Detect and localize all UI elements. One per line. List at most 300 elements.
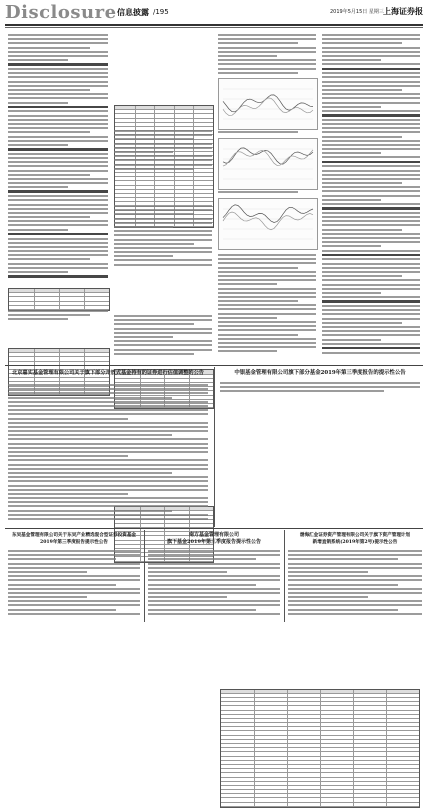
text-line bbox=[8, 571, 87, 573]
chart-series-line bbox=[223, 95, 313, 112]
text-line bbox=[322, 229, 402, 231]
text-line bbox=[8, 144, 68, 146]
bottom-right-title-1: 渤海汇金证券资产管理有限公司关于旗下资产管理计划 bbox=[299, 533, 411, 538]
text-line bbox=[218, 313, 316, 315]
text-line bbox=[8, 182, 108, 184]
text-line bbox=[322, 106, 381, 108]
notice-divider-bottom bbox=[5, 528, 423, 529]
text-column-2c bbox=[114, 315, 212, 357]
text-line bbox=[114, 239, 212, 241]
text-line bbox=[288, 609, 398, 611]
text-line bbox=[218, 296, 316, 298]
text-line bbox=[322, 38, 420, 40]
text-line bbox=[114, 159, 212, 161]
text-line bbox=[8, 409, 208, 411]
text-line bbox=[218, 271, 316, 273]
text-line bbox=[8, 575, 140, 577]
text-line bbox=[148, 604, 280, 606]
line-chart-3 bbox=[218, 198, 318, 250]
text-line bbox=[114, 344, 212, 346]
text-line bbox=[8, 418, 128, 420]
table-column-rule bbox=[84, 289, 85, 310]
table-column-rule bbox=[287, 690, 288, 807]
text-line bbox=[322, 275, 402, 277]
text-line bbox=[8, 55, 108, 57]
page-number: /195 bbox=[153, 8, 169, 16]
chart-series-line bbox=[223, 148, 313, 164]
text-line bbox=[322, 119, 420, 121]
text-line bbox=[8, 93, 108, 95]
bottom-mid-title-2: 旗下基金2019年第三季度报告提示性公告 bbox=[167, 539, 261, 545]
chart-caption-2 bbox=[218, 191, 316, 195]
text-line bbox=[218, 325, 316, 327]
text-line bbox=[114, 213, 194, 215]
text-line bbox=[8, 459, 208, 461]
text-line bbox=[8, 405, 208, 407]
text-line bbox=[114, 247, 212, 249]
text-line bbox=[322, 55, 420, 57]
text-line bbox=[322, 47, 420, 49]
table-column-rule bbox=[320, 690, 321, 807]
text-line bbox=[288, 558, 398, 560]
text-line bbox=[8, 216, 90, 218]
text-line bbox=[218, 321, 316, 323]
notice-divider-top bbox=[5, 365, 423, 366]
text-line bbox=[8, 127, 108, 129]
text-line bbox=[8, 271, 68, 273]
text-line bbox=[322, 224, 420, 226]
text-line bbox=[8, 447, 208, 449]
text-line bbox=[8, 563, 140, 565]
text-line bbox=[218, 42, 298, 44]
text-line bbox=[322, 220, 420, 222]
text-line bbox=[322, 347, 420, 350]
text-line bbox=[8, 318, 68, 320]
text-line bbox=[8, 493, 128, 495]
text-line bbox=[322, 343, 420, 345]
text-line bbox=[218, 308, 316, 310]
text-line bbox=[8, 584, 116, 586]
notice-body-left bbox=[8, 384, 208, 522]
text-line bbox=[322, 161, 420, 164]
text-line bbox=[148, 584, 256, 586]
text-line bbox=[8, 430, 208, 432]
bottom-left-title-1: 东吴基金管理有限公司关于东吴产业精选混合型证券投资基金 bbox=[11, 533, 137, 538]
text-line bbox=[322, 203, 420, 205]
text-line bbox=[8, 567, 140, 569]
text-line bbox=[322, 123, 420, 125]
text-line bbox=[288, 550, 422, 552]
text-line bbox=[322, 59, 381, 61]
text-line bbox=[218, 38, 316, 40]
text-line bbox=[8, 208, 108, 210]
text-line bbox=[218, 334, 298, 336]
text-line bbox=[8, 254, 108, 256]
text-line bbox=[8, 161, 108, 163]
text-line bbox=[114, 319, 212, 321]
text-line bbox=[8, 102, 68, 104]
text-column-2 bbox=[114, 130, 212, 172]
text-line bbox=[8, 518, 208, 520]
text-line bbox=[218, 51, 316, 53]
text-line bbox=[322, 326, 420, 328]
text-line bbox=[8, 195, 108, 197]
text-line bbox=[8, 438, 208, 440]
text-line bbox=[288, 575, 422, 577]
text-line bbox=[322, 42, 402, 44]
text-line bbox=[218, 342, 316, 344]
text-line bbox=[114, 218, 212, 220]
text-line bbox=[8, 140, 108, 142]
text-line bbox=[148, 613, 280, 615]
text-line bbox=[114, 134, 212, 136]
text-line bbox=[322, 250, 420, 252]
text-line bbox=[322, 136, 402, 138]
table-column-rule bbox=[353, 690, 354, 807]
text-line bbox=[218, 59, 316, 61]
text-line bbox=[288, 592, 422, 594]
text-line bbox=[8, 85, 108, 87]
notice-body-right bbox=[220, 382, 420, 395]
text-line bbox=[114, 323, 194, 325]
text-line bbox=[114, 222, 212, 224]
text-line bbox=[8, 401, 208, 403]
text-line bbox=[220, 390, 384, 392]
text-line bbox=[8, 233, 108, 236]
text-line bbox=[8, 422, 208, 424]
text-line bbox=[8, 174, 90, 176]
text-line bbox=[8, 443, 208, 445]
text-line bbox=[8, 72, 108, 74]
text-line bbox=[8, 604, 140, 606]
text-line bbox=[322, 322, 402, 324]
text-line bbox=[114, 130, 212, 132]
text-line bbox=[8, 485, 208, 487]
text-line bbox=[8, 190, 108, 193]
text-line bbox=[114, 151, 173, 153]
text-line bbox=[114, 234, 212, 236]
text-line bbox=[322, 63, 420, 65]
text-line bbox=[8, 434, 172, 436]
text-line bbox=[218, 275, 316, 277]
text-line bbox=[8, 123, 108, 125]
text-line bbox=[148, 563, 280, 565]
text-line bbox=[8, 178, 108, 180]
header-rule-thin bbox=[5, 27, 423, 28]
text-line bbox=[8, 468, 208, 470]
text-line bbox=[8, 455, 128, 457]
text-line bbox=[114, 332, 212, 334]
text-line bbox=[8, 558, 116, 560]
notice-title-right: 中银基金管理有限公司旗下部分基金2019年第三季度报告的提示性公告 bbox=[234, 370, 406, 376]
text-line bbox=[8, 170, 108, 172]
text-line bbox=[218, 292, 316, 294]
text-line bbox=[218, 72, 298, 74]
text-line bbox=[114, 315, 212, 317]
text-line bbox=[218, 55, 277, 57]
text-line bbox=[322, 152, 381, 154]
text-line bbox=[148, 567, 280, 569]
chart-caption-1 bbox=[218, 131, 316, 135]
text-line bbox=[322, 237, 420, 239]
text-line bbox=[8, 588, 140, 590]
text-line bbox=[8, 397, 172, 399]
text-line bbox=[288, 604, 422, 606]
text-line bbox=[218, 288, 316, 290]
text-column-4 bbox=[322, 34, 420, 356]
text-line bbox=[8, 250, 108, 252]
text-line bbox=[114, 226, 173, 228]
text-line bbox=[322, 195, 420, 197]
text-line bbox=[322, 339, 381, 341]
text-line bbox=[114, 328, 212, 330]
text-line bbox=[114, 143, 212, 145]
chart-series-line bbox=[223, 205, 313, 223]
table-column-rule bbox=[386, 690, 387, 807]
text-line bbox=[8, 106, 108, 109]
text-line bbox=[8, 464, 208, 466]
text-line bbox=[322, 271, 420, 273]
bottom-right-title-2: 新增直销系统(2019年第2号)提示性公告 bbox=[312, 540, 398, 545]
text-line bbox=[8, 510, 172, 512]
text-line bbox=[322, 131, 420, 133]
text-line bbox=[8, 592, 140, 594]
bottom-mid-title-1: 南方基金管理有限公司 bbox=[188, 532, 239, 538]
text-line bbox=[322, 267, 420, 269]
text-line bbox=[322, 254, 420, 257]
text-line bbox=[8, 42, 108, 44]
text-line bbox=[148, 558, 256, 560]
text-line bbox=[322, 51, 420, 53]
text-line bbox=[322, 140, 420, 142]
text-line bbox=[8, 596, 87, 598]
text-line bbox=[322, 309, 420, 311]
text-line bbox=[322, 241, 420, 243]
notice-title-left: 北京嘉实基金管理有限公司关于旗下部分开放式基金持有的证券进行估值调整的公告 bbox=[12, 370, 204, 376]
text-line bbox=[8, 199, 108, 201]
text-line bbox=[288, 567, 422, 569]
text-line bbox=[8, 310, 108, 312]
text-line bbox=[8, 609, 116, 611]
text-line bbox=[218, 350, 277, 352]
text-line bbox=[288, 596, 368, 598]
line-chart-1 bbox=[218, 78, 318, 130]
text-line bbox=[114, 209, 212, 211]
text-line bbox=[148, 550, 280, 552]
text-line bbox=[218, 63, 316, 65]
text-line bbox=[8, 451, 208, 453]
text-line bbox=[8, 246, 108, 248]
text-line bbox=[322, 93, 420, 95]
text-line bbox=[8, 426, 208, 428]
text-line bbox=[8, 157, 108, 159]
bottom-right-body bbox=[288, 550, 422, 617]
text-line bbox=[8, 258, 90, 260]
text-line bbox=[322, 170, 420, 172]
text-line bbox=[8, 267, 108, 269]
header-rule bbox=[5, 24, 423, 26]
text-line bbox=[8, 59, 68, 61]
masthead: Disclosure bbox=[5, 2, 117, 23]
text-line bbox=[322, 352, 420, 354]
text-line bbox=[322, 216, 420, 218]
text-line bbox=[8, 501, 208, 503]
text-line bbox=[322, 199, 381, 201]
text-line bbox=[218, 304, 316, 306]
text-line bbox=[8, 81, 108, 83]
text-line bbox=[114, 147, 212, 149]
text-line bbox=[148, 571, 227, 573]
text-line bbox=[114, 243, 194, 245]
text-line bbox=[288, 563, 422, 565]
text-line bbox=[8, 392, 208, 394]
text-line bbox=[218, 300, 298, 302]
text-line bbox=[322, 81, 420, 83]
bottom-divider-1 bbox=[144, 530, 145, 622]
text-line bbox=[322, 148, 420, 150]
table-column-rule bbox=[59, 289, 60, 310]
text-line bbox=[322, 186, 420, 188]
text-line bbox=[8, 119, 108, 121]
text-line bbox=[8, 110, 108, 112]
text-line bbox=[148, 575, 280, 577]
text-line bbox=[322, 68, 420, 71]
text-line bbox=[288, 579, 422, 581]
text-line bbox=[8, 153, 108, 155]
text-line bbox=[114, 255, 173, 257]
text-line bbox=[218, 329, 316, 331]
text-line bbox=[220, 386, 420, 388]
text-line bbox=[8, 476, 208, 478]
text-line bbox=[8, 514, 208, 516]
text-line bbox=[322, 114, 420, 117]
text-line bbox=[8, 497, 208, 499]
text-line bbox=[322, 279, 420, 281]
text-line bbox=[218, 346, 316, 348]
text-line bbox=[322, 296, 420, 298]
text-line bbox=[322, 318, 420, 320]
text-line bbox=[322, 72, 420, 74]
text-line bbox=[322, 85, 420, 87]
text-line bbox=[148, 592, 280, 594]
text-line bbox=[148, 579, 280, 581]
text-line bbox=[322, 313, 420, 315]
text-line bbox=[8, 47, 90, 49]
text-line bbox=[288, 613, 422, 615]
text-line bbox=[114, 264, 212, 266]
text-line bbox=[8, 413, 208, 415]
text-line bbox=[322, 174, 420, 176]
issue-date: 2019年5月15日 星期三 bbox=[330, 9, 384, 15]
text-line bbox=[8, 242, 108, 244]
text-line bbox=[218, 262, 316, 264]
text-line bbox=[8, 68, 108, 70]
table-column-rule bbox=[254, 690, 255, 807]
text-line bbox=[8, 51, 108, 53]
text-column-3b bbox=[218, 254, 316, 355]
text-column-2b bbox=[114, 205, 212, 268]
text-line bbox=[114, 138, 194, 140]
table-col1-a bbox=[8, 288, 110, 311]
text-line bbox=[114, 336, 173, 338]
text-line bbox=[322, 233, 420, 235]
text-line bbox=[8, 600, 140, 602]
text-line bbox=[322, 89, 402, 91]
text-line bbox=[218, 34, 316, 36]
text-line bbox=[322, 245, 381, 247]
text-line bbox=[218, 258, 316, 260]
text-line bbox=[8, 579, 140, 581]
text-line bbox=[8, 148, 108, 151]
text-line bbox=[114, 340, 212, 342]
text-column-1 bbox=[8, 34, 108, 280]
bottom-divider-2 bbox=[284, 530, 285, 622]
text-line bbox=[322, 97, 420, 99]
text-line bbox=[218, 267, 298, 269]
text-line bbox=[8, 263, 108, 265]
text-line bbox=[322, 207, 420, 210]
line-chart-2 bbox=[218, 138, 318, 190]
text-line bbox=[218, 338, 316, 340]
text-line bbox=[148, 596, 227, 598]
paper-name: 上海证券报 bbox=[383, 6, 423, 16]
text-line bbox=[8, 38, 108, 40]
text-line bbox=[322, 258, 420, 260]
text-column-1b bbox=[8, 310, 108, 323]
text-line bbox=[218, 317, 277, 319]
text-line bbox=[114, 205, 212, 207]
text-line bbox=[218, 47, 316, 49]
text-line bbox=[322, 144, 420, 146]
text-line bbox=[8, 554, 140, 556]
text-line bbox=[322, 182, 402, 184]
text-line bbox=[322, 156, 420, 158]
text-line bbox=[114, 259, 212, 261]
text-line bbox=[322, 292, 381, 294]
text-line bbox=[8, 76, 108, 78]
text-line bbox=[8, 165, 108, 167]
text-line bbox=[220, 382, 420, 384]
text-line bbox=[288, 600, 422, 602]
bottom-left-body bbox=[8, 550, 140, 617]
text-line bbox=[8, 388, 208, 390]
text-line bbox=[322, 190, 420, 192]
text-line bbox=[114, 230, 212, 232]
text-line bbox=[8, 613, 140, 615]
text-line bbox=[8, 115, 108, 117]
text-line bbox=[114, 349, 212, 351]
text-line bbox=[8, 220, 108, 222]
text-line bbox=[148, 609, 256, 611]
text-line bbox=[8, 34, 108, 36]
text-line bbox=[8, 384, 208, 386]
text-line bbox=[114, 155, 212, 157]
chart-series-line bbox=[223, 98, 313, 116]
text-line bbox=[218, 254, 316, 256]
text-line bbox=[322, 76, 420, 78]
text-line bbox=[322, 34, 420, 36]
text-line bbox=[148, 554, 280, 556]
notice-column-divider bbox=[214, 367, 215, 527]
text-line bbox=[8, 97, 108, 99]
bottom-left-title-2: 2019年第三季度报告提示性公告 bbox=[40, 540, 108, 545]
text-line bbox=[114, 168, 194, 170]
text-line bbox=[114, 164, 212, 166]
text-line bbox=[8, 89, 90, 91]
bottom-mid-body bbox=[148, 550, 280, 617]
text-line bbox=[8, 505, 208, 507]
text-line bbox=[8, 131, 90, 133]
